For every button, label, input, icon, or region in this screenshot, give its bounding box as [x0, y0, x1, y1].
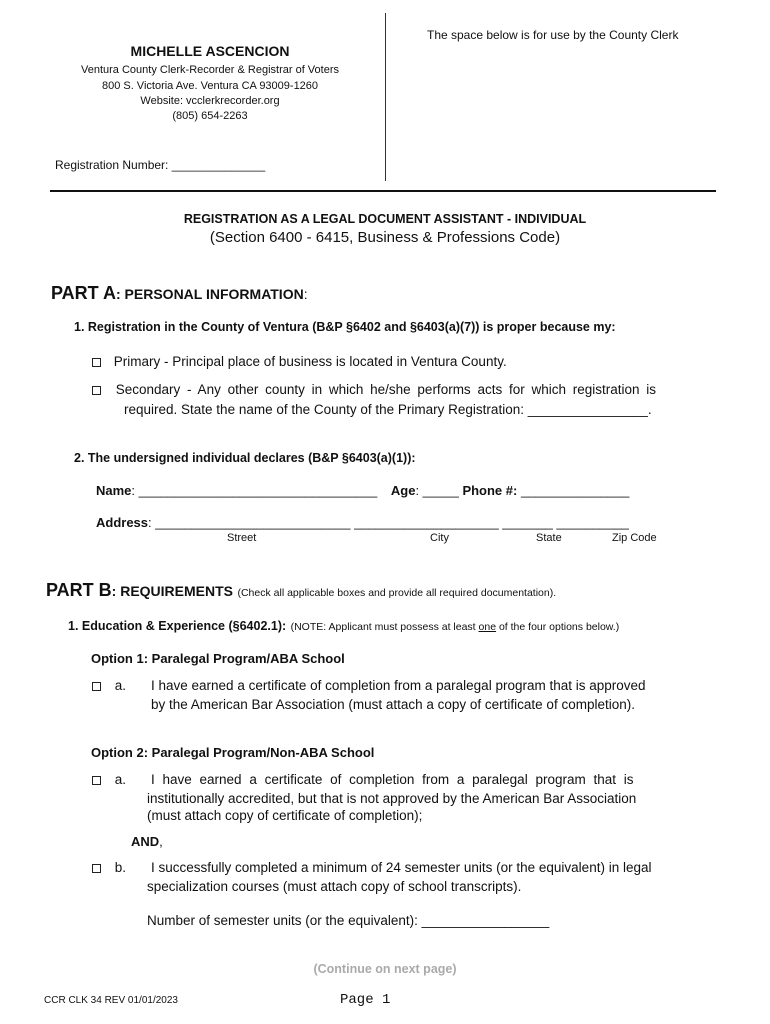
form-id: CCR CLK 34 REV 01/01/2023 [44, 995, 178, 1006]
part-b-heading [46, 580, 556, 601]
option-2-b-line2: specialization courses (must attach copy of school transcripts). [147, 879, 522, 894]
option-2-a-line2: institutionally accredited, but that is not approved by the American Bar Association [147, 791, 637, 806]
official-name: MICHELLE ASCENCION [130, 43, 290, 59]
form-subtitle: (Section 6400 - 6415, Business & Professions Code) [209, 229, 561, 246]
phone-field[interactable]: _______________ [517, 483, 630, 498]
part-a-label: PART A [51, 283, 116, 303]
office-title: Ventura County Clerk-Recorder & Registrar of Voters [80, 64, 339, 76]
secondary-option [92, 382, 656, 397]
part-b-question-1 [68, 617, 619, 635]
zip-caption: Zip Code [612, 532, 657, 544]
address-field[interactable]: : ___________________________ ____________________ _______ __________ [148, 515, 629, 530]
option-2-item-a [92, 772, 126, 787]
address-label: Address [96, 515, 149, 530]
secondary-checkbox[interactable] [92, 386, 101, 395]
option-1-item-a [92, 678, 126, 693]
secondary-option-line2: required. State the name of the County of the Primary Registration: ________________. [124, 402, 652, 417]
name-field[interactable]: : _________________________________ [131, 483, 378, 498]
option-2-a-line3: (must attach copy of certificate of completion); [147, 808, 423, 823]
education-experience-label: 1. Education & Experience (§6402.1): [68, 619, 287, 633]
and-comma: , [159, 834, 163, 849]
and-label: AND [131, 834, 160, 849]
option-2-a-line1: I have earned a certificate of completion from a paralegal program that is [151, 772, 634, 787]
address-row [96, 515, 629, 530]
part-b-note: (Check all applicable boxes and provide all required documentation). [237, 587, 557, 599]
option-2-b-checkbox[interactable] [92, 864, 101, 873]
continue-note: (Continue on next page) [313, 962, 457, 976]
option-1-a-label: a. [114, 678, 127, 693]
option-2-b-line1: I successfully completed a minimum of 24 semester units (or the equivalent) in legal [151, 860, 652, 875]
header-vertical-divider [385, 13, 386, 181]
city-caption: City [430, 532, 449, 544]
name-age-phone-row [96, 483, 629, 498]
option-1-heading: Option 1: Paralegal Program/ABA School [91, 651, 345, 666]
option-2-and [131, 834, 163, 849]
registration-number-field[interactable]: Registration Number: ______________ [55, 158, 266, 172]
option-1-a-line2: by the American Bar Association (must attach a copy of certificate of completion). [151, 697, 635, 712]
office-address: 800 S. Victoria Ave. Ventura CA 93009-1260 [101, 80, 319, 92]
option-1-a-checkbox[interactable] [92, 682, 101, 691]
office-website: Website: vcclerkrecorder.org [140, 95, 280, 107]
part-b-label: PART B [46, 580, 112, 600]
form-title: REGISTRATION AS A LEGAL DOCUMENT ASSISTANT - INDIVIDUAL [183, 212, 587, 226]
header-rule [50, 190, 716, 192]
clerk-space-note: The space below is for use by the County Clerk [427, 28, 679, 42]
office-phone: (805) 654-2263 [172, 110, 248, 122]
education-note [291, 621, 620, 633]
semester-units-field[interactable]: Number of semester units (or the equivalent): _________________ [147, 913, 550, 928]
primary-option [92, 354, 507, 369]
age-label: Age [390, 483, 416, 498]
primary-option-text: Primary - Principal place of business is located in Ventura County. [113, 354, 507, 369]
part-a-title: : PERSONAL INFORMATION [116, 286, 304, 302]
part-b-title: : REQUIREMENTS [111, 583, 234, 599]
part-a-colon: : [303, 286, 308, 302]
option-2-b-label: b. [114, 860, 127, 875]
age-field[interactable]: : _____ [415, 483, 459, 498]
state-caption: State [536, 532, 562, 544]
street-caption: Street [227, 532, 257, 544]
option-1-a-line1: I have earned a certificate of completion from a paralegal program that is approved [151, 678, 646, 693]
part-a-question-2: 2. The undersigned individual declares (B&P §6403(a)(1)): [74, 451, 416, 465]
education-note-post: of the four options below.) [496, 621, 620, 633]
education-note-one: one [478, 621, 497, 633]
option-2-heading: Option 2: Paralegal Program/Non-ABA School [91, 745, 375, 760]
primary-checkbox[interactable] [92, 358, 101, 367]
name-label: Name [96, 483, 132, 498]
page-number: Page 1 [340, 992, 391, 1008]
option-2-a-label: a. [114, 772, 127, 787]
part-a-question-1: 1. Registration in the County of Ventura (B&P §6402 and §6403(a)(7)) is proper because my: [74, 320, 616, 334]
part-a-heading [51, 283, 308, 304]
option-2-a-checkbox[interactable] [92, 776, 101, 785]
education-note-pre: (NOTE: Applicant must possess at least [290, 621, 479, 633]
secondary-option-text: Secondary - Any other county in which he/she performs acts for which registration is [115, 382, 656, 397]
phone-label: Phone #: [462, 483, 518, 498]
option-2-item-b [92, 860, 126, 875]
